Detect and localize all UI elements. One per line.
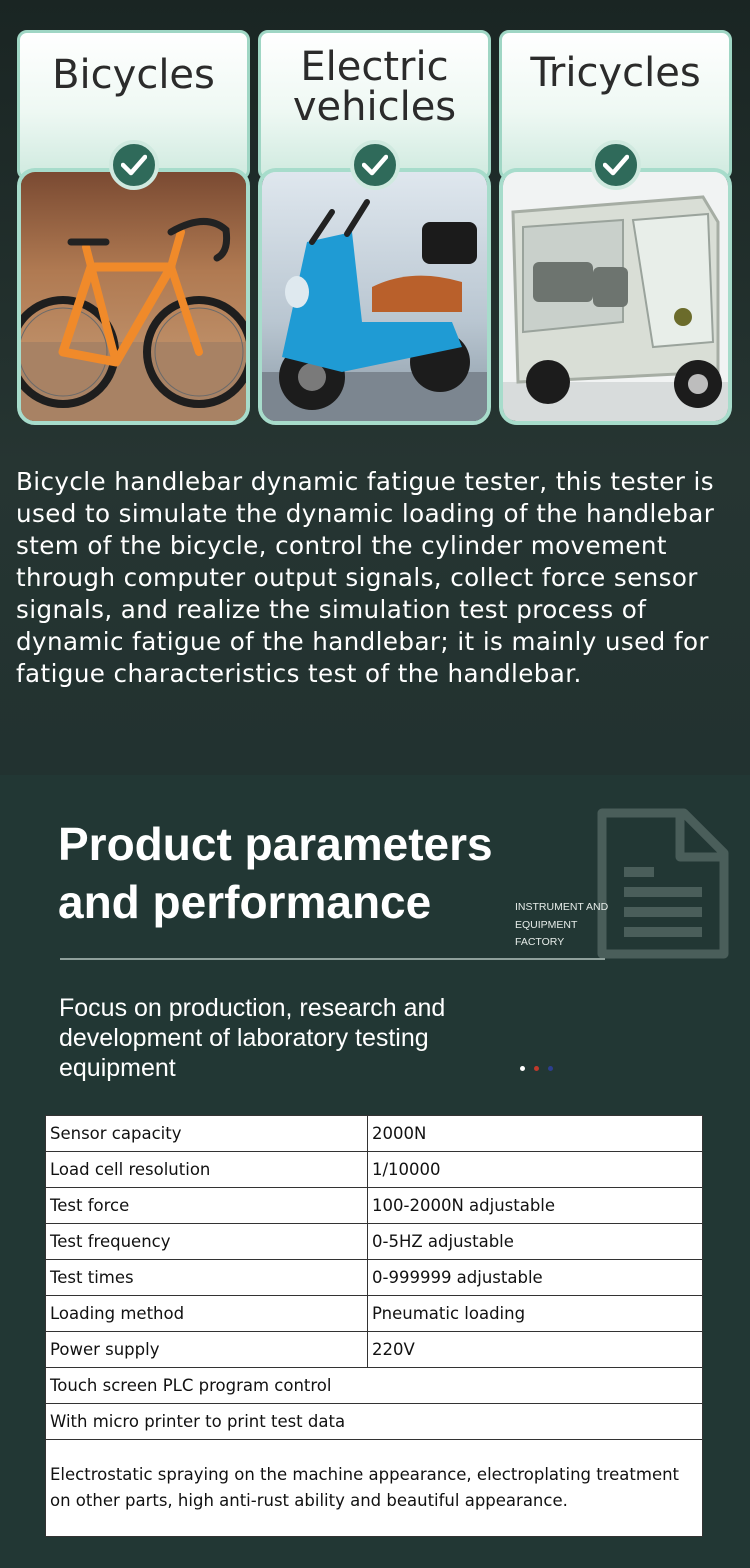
dot xyxy=(534,1066,539,1071)
param-name: Sensor capacity xyxy=(46,1116,368,1152)
table-row xyxy=(46,1368,703,1404)
check-icon xyxy=(591,140,641,190)
table-row xyxy=(46,1296,703,1332)
table-row xyxy=(46,1116,703,1152)
card-label: Tricycles xyxy=(530,50,701,96)
table-row xyxy=(46,1188,703,1224)
note-cell: Touch screen PLC program control xyxy=(46,1368,703,1404)
param-value: Pneumatic loading xyxy=(368,1296,703,1332)
tricycle-photo xyxy=(499,168,732,425)
param-value: 0-999999 adjustable xyxy=(368,1260,703,1296)
param-value: 100-2000N adjustable xyxy=(368,1188,703,1224)
check-icon xyxy=(109,140,159,190)
card-electric-vehicles xyxy=(258,30,491,425)
scooter-photo xyxy=(258,168,491,425)
divider xyxy=(60,958,605,960)
param-name: Load cell resolution xyxy=(46,1152,368,1188)
param-value: 2000N xyxy=(368,1116,703,1152)
factory-tag-line2: EQUIPMENT xyxy=(515,918,578,931)
param-name: Loading method xyxy=(46,1296,368,1332)
dot xyxy=(520,1066,525,1071)
bicycle-photo xyxy=(17,168,250,425)
table-row xyxy=(46,1332,703,1368)
card-label: Bicycles xyxy=(52,52,215,98)
table-row xyxy=(46,1260,703,1296)
decorative-dots xyxy=(520,1056,562,1075)
note-cell: With micro printer to print test data xyxy=(46,1404,703,1440)
card-label-line1: Electric xyxy=(300,44,449,90)
factory-tag xyxy=(515,899,625,952)
note-cell: Electrostatic spraying on the machine appearance, electroplating treatment on other parts, high anti-rust ability and beautiful appearance. xyxy=(46,1440,703,1537)
param-value: 1/10000 xyxy=(368,1152,703,1188)
param-name: Test force xyxy=(46,1188,368,1224)
parameters-section xyxy=(0,775,750,1568)
table-row xyxy=(46,1224,703,1260)
focus-text: Focus on production, research and development of laboratory testing equipment xyxy=(59,994,446,1082)
param-name: Power supply xyxy=(46,1332,368,1368)
table-row xyxy=(46,1152,703,1188)
factory-tag-line1: INSTRUMENT AND xyxy=(515,901,609,913)
card-tricycles xyxy=(499,30,732,425)
factory-tag-line3: FACTORY xyxy=(515,936,565,948)
section-title-line2: and performance xyxy=(58,876,432,928)
param-name: Test frequency xyxy=(46,1224,368,1260)
card-bicycles xyxy=(17,30,250,425)
product-description: Bicycle handlebar dynamic fatigue tester, this tester is used to simulate the dynamic loading of the handlebar stem of the bicycle, control the cylinder movement through computer output signals, collect force sensor signals, and realize the simulation test process of dynamic fatigue of the handlebar; it is mainly used for fatigue characteristics test of the handlebar. xyxy=(16,467,715,688)
param-name: Test times xyxy=(46,1260,368,1296)
section-title xyxy=(58,815,493,931)
parameters-table xyxy=(45,1115,703,1537)
table-row xyxy=(46,1404,703,1440)
param-value: 220V xyxy=(368,1332,703,1368)
table-row xyxy=(46,1440,703,1537)
card-label-line2: vehicles xyxy=(292,84,457,130)
section-title-line1: Product parameters xyxy=(58,818,493,870)
top-section xyxy=(0,0,750,775)
check-icon xyxy=(350,140,400,190)
dot xyxy=(548,1066,553,1071)
param-value: 0-5HZ adjustable xyxy=(368,1224,703,1260)
